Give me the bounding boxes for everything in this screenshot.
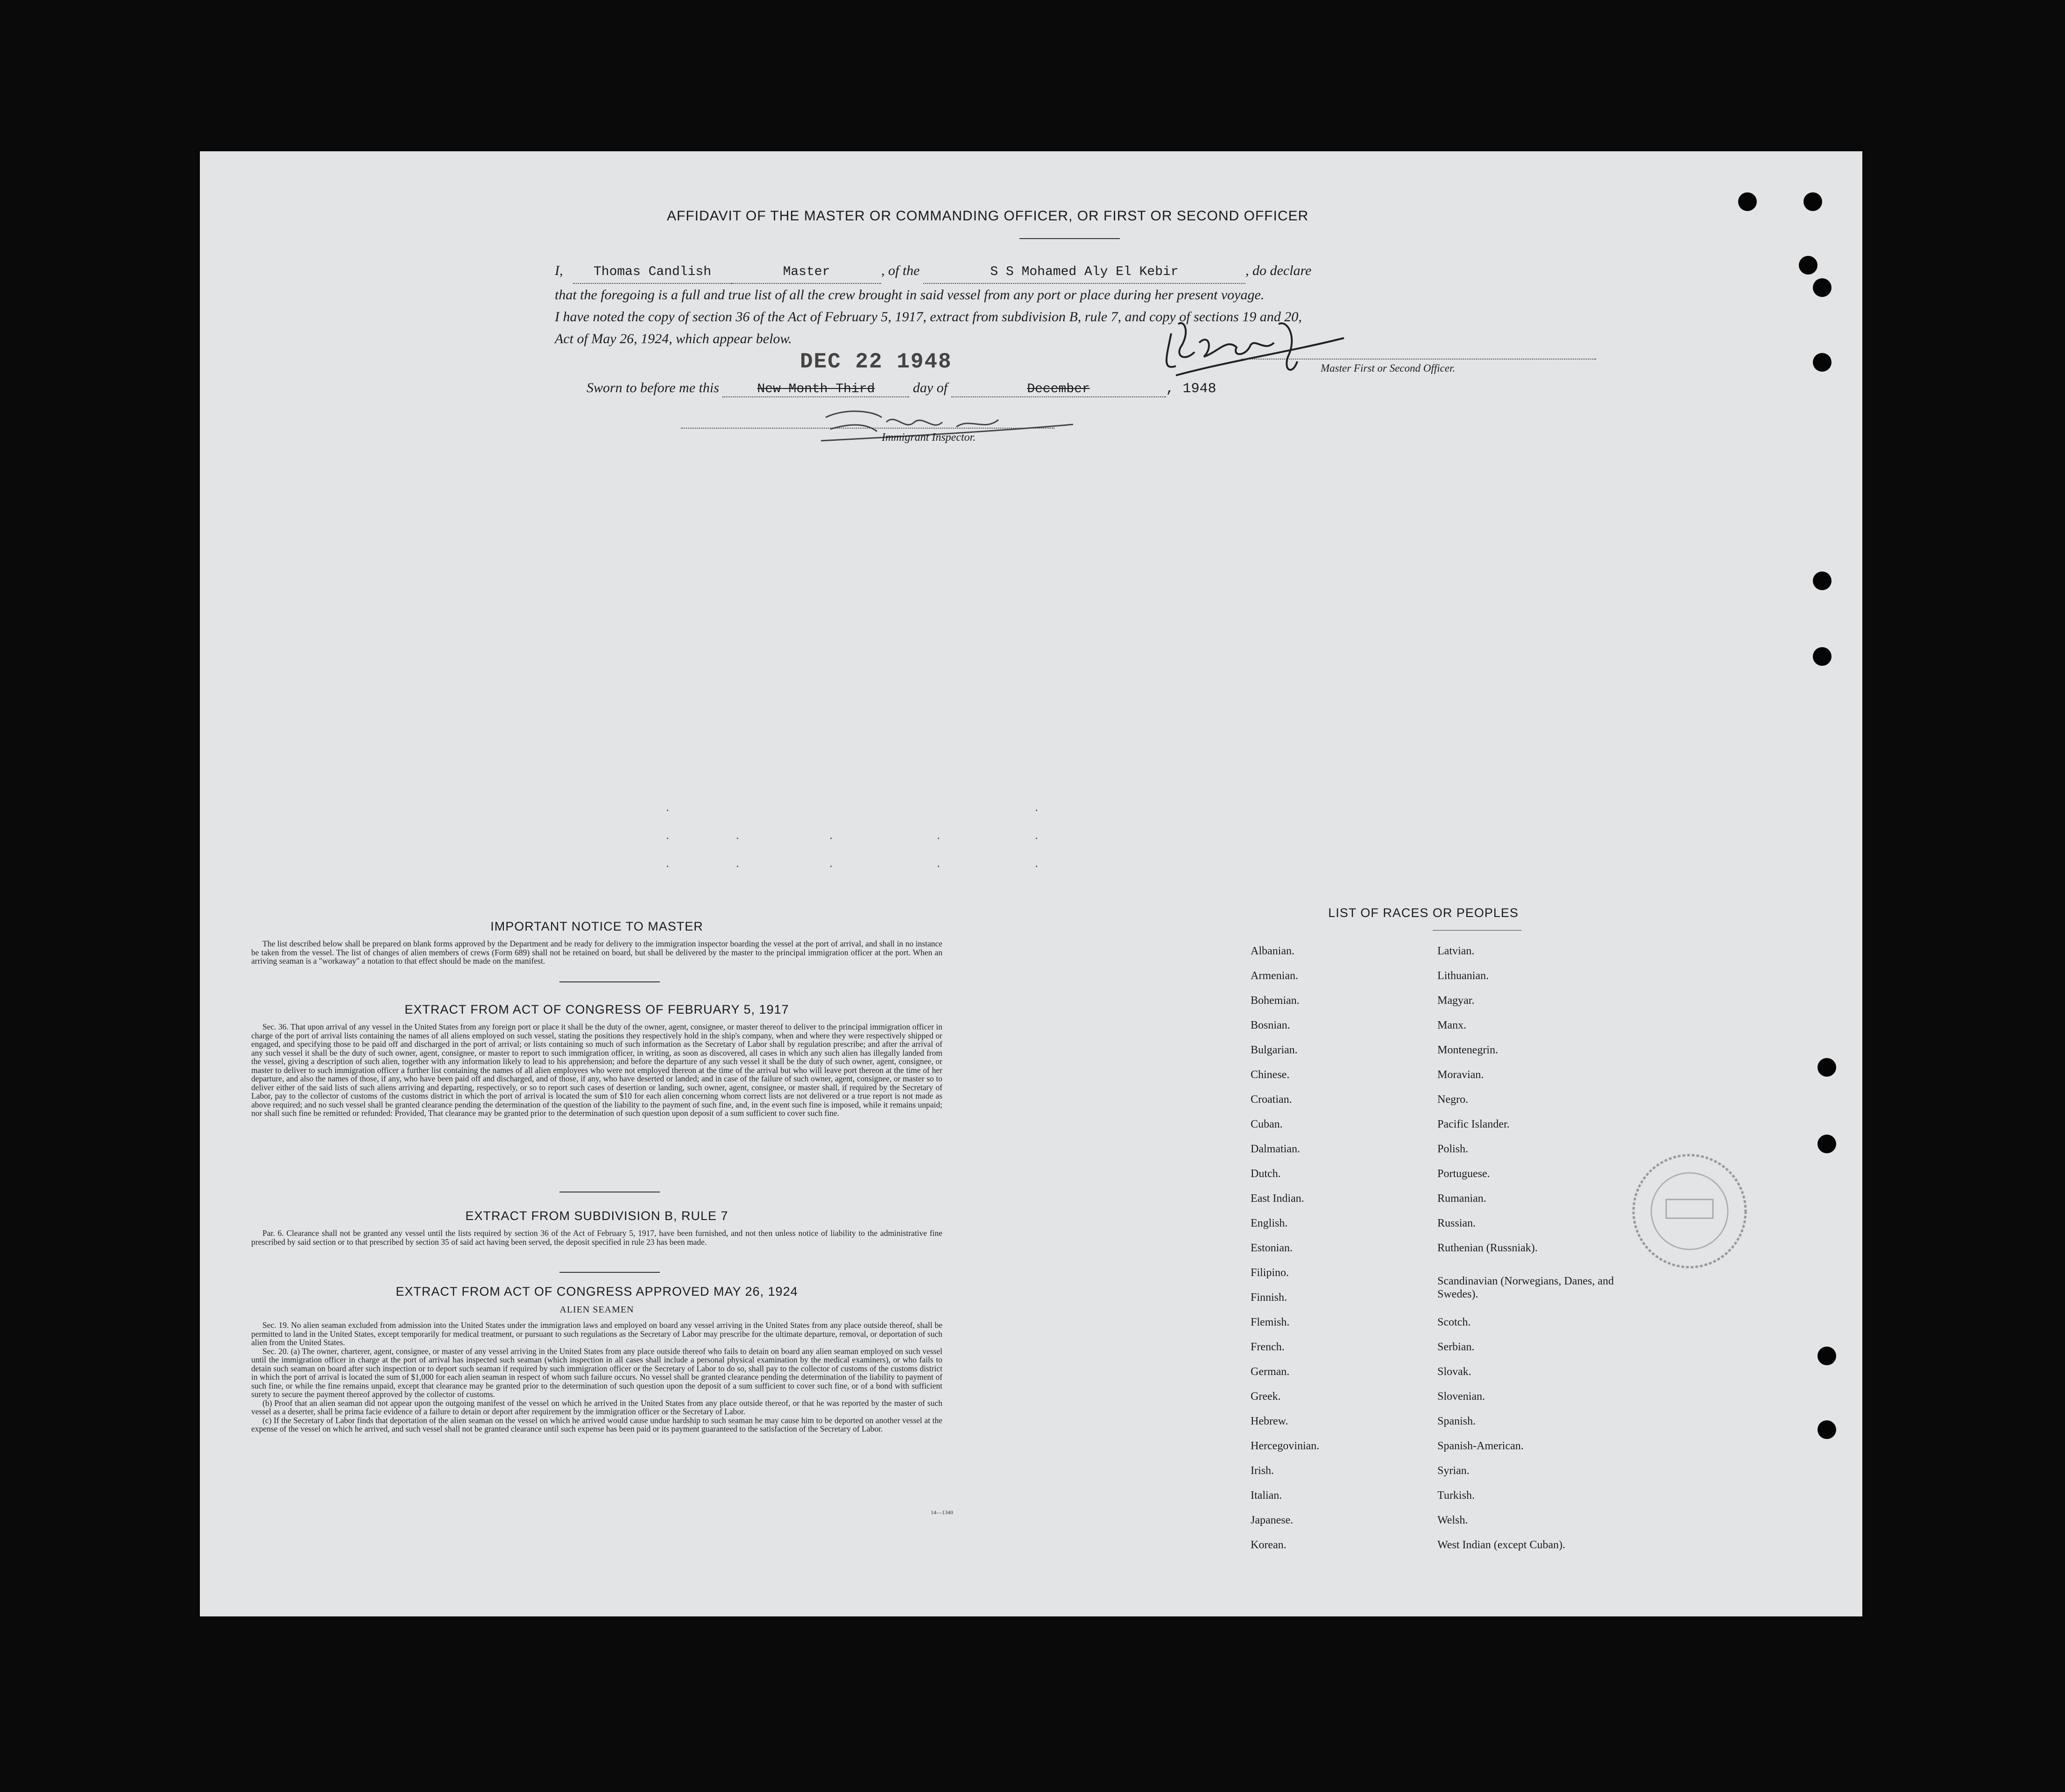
race-item: Korean. [1251, 1539, 1287, 1551]
guide-dot [1036, 866, 1037, 867]
title-divider [1019, 238, 1120, 239]
affidavit-title: AFFIDAVIT OF THE MASTER OR COMMANDING OFFICER, OR FIRST OR SECOND OFFICER [667, 208, 1309, 224]
act-1917-title: EXTRACT FROM ACT OF CONGRESS OF FEBRUARY 5, 1917 [404, 1002, 789, 1016]
race-item: Albanian. [1251, 945, 1294, 957]
act-1924-text [251, 1321, 942, 1433]
races-title: LIST OF RACES OR PEOPLES [1328, 906, 1519, 920]
guide-dot [667, 838, 668, 839]
race-item: Croatian. [1251, 1094, 1292, 1106]
postmark-stamp [1619, 1141, 1760, 1281]
act-1917-text [251, 1023, 942, 1118]
race-item: Magyar. [1437, 995, 1475, 1007]
race-item: Scandinavian (Norwegians, Danes, and Swedes). [1437, 1275, 1614, 1300]
race-item: Armenian. [1251, 970, 1298, 982]
race-item: Pacific Islander. [1437, 1118, 1510, 1130]
race-item: Chinese. [1251, 1069, 1290, 1081]
race-item: Portuguese. [1437, 1168, 1490, 1180]
race-item: Finnish. [1251, 1291, 1287, 1304]
guide-dot [667, 866, 668, 867]
race-item: Hercegovinian. [1251, 1440, 1320, 1452]
declaration-line-3: I have noted the copy of section 36 of the Act of February 5, 1917, extract from subdivision B, rule 7, and copy of sections 19 and 20, [555, 309, 1302, 325]
of-the-label: , of the [881, 263, 920, 278]
do-declare-label: , do declare [1245, 263, 1312, 278]
declaration-line-1 [555, 260, 1526, 284]
section-20a-paragraph: Sec. 20. (a) The owner, charterer, agent, consignee, or master of any vessel arriving in the United States from any place outside thereof who fails to detain on board any alien seaman employed on such vessel until the immigration officer in charge at the port of arrival has inspected such seaman (which inspection in all cases shall include a personal physical examination by the medical examiners), or who fails to detain such seaman on board after such inspection or to deport such seaman if required by such immigration officer or the Secretary of Labor to do so, shall pay to the collector of customs of the customs district in which the port of arrival is located the sum of $1,000 for each alien seaman in respect of whom such failure occurs. No vessel shall be granted clearance pending the determination of the liability to payment of such fine, or while the fine remains unpaid, except that clearance may be granted prior to the determination of such question upon the deposit of a sum sufficient to cover such fine, or of a bond with sufficient surety to secure the payment thereof approved by the collector of customs. [251, 1346, 942, 1399]
binder-hole [1813, 571, 1832, 590]
race-item: Lithuanian. [1437, 970, 1489, 982]
sworn-line [587, 380, 1216, 397]
inspector-line [681, 428, 1054, 430]
race-item: Latvian. [1437, 945, 1475, 957]
rule-7-text [251, 1229, 942, 1246]
i-label: I, [555, 263, 563, 278]
document-sheet [200, 151, 1862, 1616]
master-rank: Master [732, 261, 881, 284]
binder-hole [1813, 353, 1832, 372]
day-of-label: day of [912, 380, 948, 395]
race-item: Greek. [1251, 1390, 1281, 1403]
guide-dot [737, 866, 738, 867]
notice-title: IMPORTANT NOTICE TO MASTER [490, 919, 703, 933]
sworn-day: New Month Third [722, 382, 909, 397]
binder-hole [1817, 1420, 1836, 1439]
guide-dot [938, 866, 939, 867]
race-item: Bulgarian. [1251, 1044, 1298, 1056]
race-item: Dalmatian. [1251, 1143, 1300, 1155]
section-20c-paragraph: (c) If the Secretary of Labor finds that deportation of the alien seaman on the vessel on which he arrived would cause undue hardship to such seaman he may cause him to be deported on another vessel at the expense of the vessel on which he arrived, and such vessel shall not be granted clearance until such expense has been paid or its payment guaranteed to the satisfaction of the Secretary of Labor. [251, 1415, 942, 1433]
divider-1 [559, 981, 660, 982]
race-item: Irish. [1251, 1465, 1274, 1477]
race-item: Cuban. [1251, 1118, 1283, 1130]
divider-3 [559, 1272, 660, 1273]
race-item: Slovak. [1437, 1366, 1471, 1378]
signature-line [1241, 359, 1596, 360]
act-1917-paragraph: Sec. 36. That upon arrival of any vessel in the United States from any foreign port or place it shall be the duty of the owner, agent, consignee, or master thereof to deliver to the principal immigration officer in charge of the port of arrival lists containing the names of all aliens employed on such vessel, stating the positions they respectively hold in the ship's company, when and where they were respectively shipped or engaged, and specifying those to be paid off and discharged in the port of arrival; or lists containing so much of such information as the Secretary of Labor shall by regulation prescribe; and after the arrival of any such vessel it shall be the duty of such owner, agent, consignee, or master to report to such immigration officer, in writing, as soon as discovered, all cases in which any such alien has illegally landed from the vessel, giving a description of such alien, together with any information likely to lead to his apprehension; and before the departure of any such vessel it shall be the duty of such owner, agent, consignee, or master to deliver to such immigration officer a further list containing the names of all alien employees who were not employed thereon at the time of the arrival but who will leave port thereon at the time of her departure, and also the names of those, if any, who have been paid off and discharged, and of those, if any, who have deserted or landed; and in case of the failure of such owner, agent, consignee, or master so to deliver either of the said lists of such aliens arriving and departing, respectively, or so to report such cases of desertion or landing, such owner, agent, consignee, or master shall, if required by the Secretary of Labor, pay to the collector of customs of the customs district in which the port of arrival is located the sum of $10 for each alien concerning whom correct lists are not delivered or a true report is not made as above required; and no such vessel shall be granted clearance pending the determination of the question of the liability to the payment of such fine, and, in the event such fine is imposed, while it remains unpaid; nor shall such fine be remitted or refunded: Provided, That clearance may be granted prior to the determination of such question upon deposit of a sum sufficient to cover such fine. [251, 1022, 942, 1118]
race-item: Bosnian. [1251, 1019, 1290, 1031]
guide-dot [667, 810, 668, 811]
rule-7-title: EXTRACT FROM SUBDIVISION B, RULE 7 [465, 1209, 728, 1223]
binder-hole [1799, 256, 1817, 275]
alien-seamen-subtitle: ALIEN SEAMEN [559, 1305, 634, 1315]
inspector-caption: Immigrant Inspector. [882, 431, 976, 444]
section-20b-paragraph: (b) Proof that an alien seaman did not appear upon the outgoing manifest of the vessel on which he arrived in the United States from any place outside thereof, or that he was reported by the master of such vessel as a deserter, shall be prima facie evidence of a failure to detain or deport after requirement by the immigration officer or the Secretary of Labor. [251, 1398, 942, 1416]
race-item: West Indian (except Cuban). [1437, 1539, 1565, 1551]
section-19-paragraph: Sec. 19. No alien seaman excluded from admission into the United States under the immigration laws and employed on board any vessel arriving in the United States from any place outside thereof, shall be permitted to land in the United States, except temporarily for medical treatment, or pursuant to such regulations as the Secretary of Labor may prescribe for the ultimate departure, removal, or deportation of such alien from the United States. [251, 1320, 942, 1347]
notice-text [251, 939, 942, 966]
form-number: 14—1340 [931, 1509, 953, 1516]
guide-dot [830, 838, 832, 839]
act-1924-title: EXTRACT FROM ACT OF CONGRESS APPROVED MAY 26, 1924 [396, 1284, 798, 1298]
sworn-label: Sworn to before me this [587, 380, 719, 395]
race-item: Welsh. [1437, 1514, 1468, 1526]
vessel-name: S S Mohamed Aly El Kebir [923, 261, 1245, 284]
race-item: German. [1251, 1366, 1290, 1378]
race-item: Filipino. [1251, 1267, 1289, 1279]
master-name: Thomas Candlish [573, 261, 732, 284]
race-item: French. [1251, 1341, 1285, 1353]
notice-paragraph: The list described below shall be prepared on blank forms approved by the Department and be ready for delivery to the immigration inspector boarding the vessel at the port of arrival, and shall in no instance be taken from the vessel. The list of changes of alien members of crews (Form 689) shall not be retained on board, but shall be delivered by the master to the principal immigration officer at the port. When an arriving seaman is a "workaway" a notation to that effect should be made on the manifest. [251, 939, 942, 966]
race-item: Polish. [1437, 1143, 1469, 1155]
race-item: English. [1251, 1217, 1288, 1229]
race-item: Negro. [1437, 1094, 1468, 1106]
race-item: Bohemian. [1251, 995, 1300, 1007]
race-item: Dutch. [1251, 1168, 1281, 1180]
sworn-year: , 1948 [1166, 381, 1216, 397]
race-item: Montenegrin. [1437, 1044, 1498, 1056]
binder-hole [1738, 192, 1757, 211]
race-item: Slovenian. [1437, 1390, 1485, 1403]
race-item: Japanese. [1251, 1514, 1294, 1526]
sworn-month: December [951, 382, 1166, 397]
races-divider [1433, 930, 1521, 931]
declaration-line-4: Act of May 26, 1924, which appear below. [555, 331, 792, 346]
race-item: Flemish. [1251, 1316, 1290, 1328]
signer-caption: Master First or Second Officer. [1321, 362, 1456, 374]
guide-dot [830, 866, 832, 867]
guide-dot [1036, 810, 1037, 811]
binder-hole [1813, 278, 1832, 297]
race-item: Rumanian. [1437, 1192, 1486, 1205]
race-item: Spanish-American. [1437, 1440, 1524, 1452]
race-item: Spanish. [1437, 1415, 1476, 1427]
binder-hole [1817, 1058, 1836, 1077]
race-item: Moravian. [1437, 1069, 1484, 1081]
race-item: Manx. [1437, 1019, 1466, 1031]
race-item: Russian. [1437, 1217, 1476, 1229]
guide-dot [1036, 838, 1037, 839]
rule-7-paragraph: Par. 6. Clearance shall not be granted any vessel until the lists required by section 36 of the Act of February 5, 1917, have been furnished, and not then unless notice of liability to the administrative fine prescribed by said section or to that prescribed by section 35 of said act having been served, the deposit specified in rule 23 has been made. [251, 1228, 942, 1247]
binder-hole [1813, 647, 1832, 666]
race-item: Serbian. [1437, 1341, 1475, 1353]
race-item: Syrian. [1437, 1465, 1470, 1477]
race-item: Ruthenian (Russniak). [1437, 1242, 1538, 1254]
guide-dot [938, 838, 939, 839]
declaration-line-2: that the foregoing is a full and true list of all the crew brought in said vessel from any port or place during her present voyage. [555, 287, 1265, 303]
race-item: Estonian. [1251, 1242, 1293, 1254]
race-item: Turkish. [1437, 1489, 1475, 1502]
date-stamp: DEC 22 1948 [800, 350, 952, 374]
binder-hole [1817, 1347, 1836, 1365]
race-item: East Indian. [1251, 1192, 1304, 1205]
race-item: Scotch. [1437, 1316, 1471, 1328]
binder-hole [1817, 1135, 1836, 1153]
binder-hole [1803, 192, 1822, 211]
race-item: Hebrew. [1251, 1415, 1288, 1427]
race-item: Italian. [1251, 1489, 1282, 1502]
guide-dot [737, 838, 738, 839]
